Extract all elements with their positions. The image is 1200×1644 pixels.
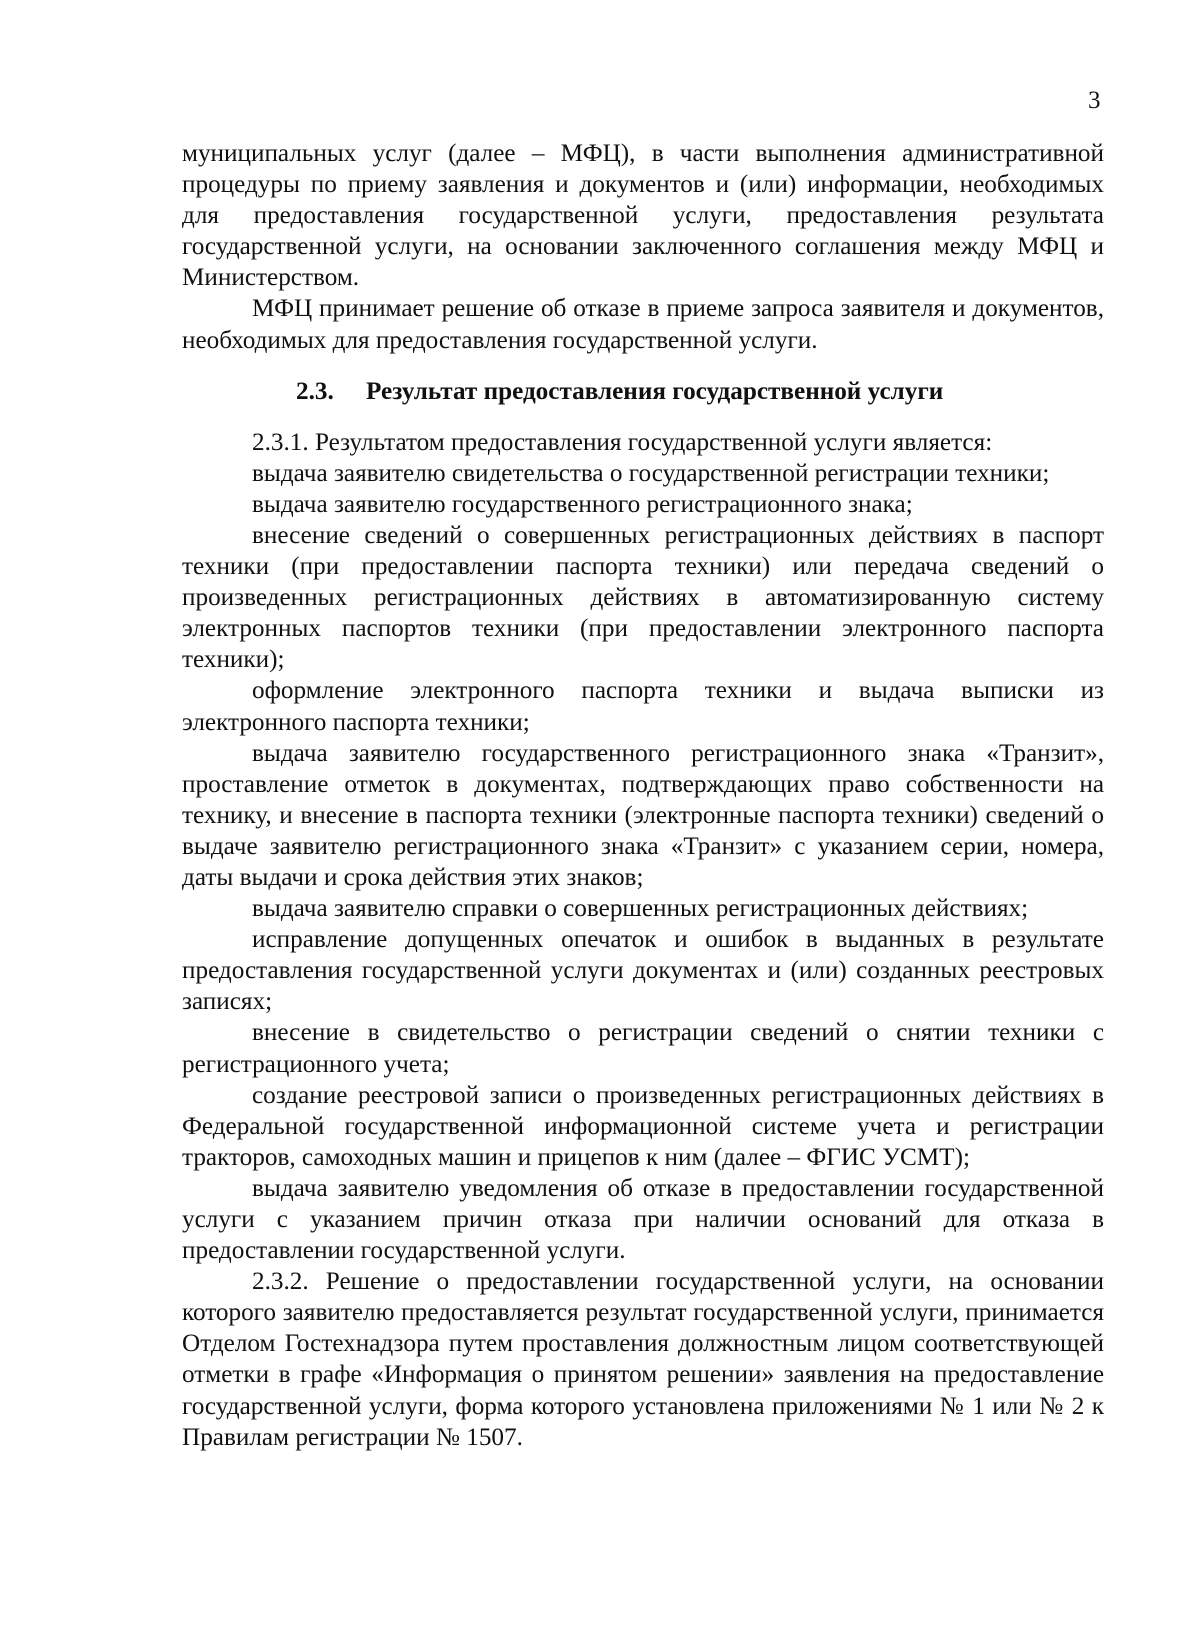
list-item: исправление допущенных опечаток и ошибок в выданных в результате предоставления государственной услуги документах и (или) созданных реестровых записях;	[182, 926, 1104, 1016]
list-item: выдача заявителю уведомления об отказе в предоставлении государственной услуги с указанием причин отказа при наличии оснований для отказа в предоставлении государственной услуги.	[182, 1174, 1104, 1265]
paragraph: МФЦ принимает решение об отказе в приеме запроса заявителя и документов, необходимых для предоставления государственной услуги.	[182, 295, 1104, 354]
list-item: выдача заявителю государственного регистрационного знака «Транзит», проставление отметок в документах, подтверждающих право собственности на технику, и внесение в паспорта техники (электронные паспорта техники) сведений о выдаче заявителю регистрационного знака «Транзит» с указанием серии, номера, даты выдачи и срока действия этих знаков;	[182, 739, 1104, 891]
list-item: оформление электронного паспорта техники и выдача выписки из электронного паспорта техники;	[182, 677, 1104, 736]
list-item: выдача заявителю свидетельства о государственной регистрации техники;	[252, 459, 1050, 487]
paragraph: 2.3.1. Результатом предоставления государственной услуги является:	[252, 428, 993, 456]
list-item: внесение сведений о совершенных регистрационных действиях в паспорт техники (при предоставлении паспорта техники) или передача сведений о произведенных регистрационных действиях в автоматизированную систему электронных паспортов техники (при предоставлении электронного паспорта техники);	[182, 521, 1104, 674]
paragraph: 2.3.2. Решение о предоставлении государственной услуги, на основании которого заявителю предоставляется результат государственной услуги, принимается Отделом Гостехнадзора путем проставления должностным лицом соответствующей отметки в графе «Информация о принятом решении» заявления на предоставление государственной услуги, форма которого установлена приложениями № 1 или № 2 к Правилам регистрации № 1507.	[182, 1268, 1104, 1451]
section-title: Результат предоставления государственной услуги	[366, 377, 944, 405]
section-number: 2.3.	[296, 377, 334, 405]
list-item: создание реестровой записи о произведенных регистрационных действиях в Федеральной государственной информационной системе учета и регистрации тракторов, самоходных машин и прицепов к ним (далее – ФГИС УСМТ);	[182, 1081, 1104, 1171]
section-heading	[182, 376, 1104, 407]
paragraph: муниципальных услуг (далее – МФЦ), в части выполнения административной процедуры по приему заявления и документов и (или) информации, необходимых для предоставления государственной услуги, предоставления результата государственной услуги, на основании заключенного соглашения между МФЦ и Министерством.	[182, 140, 1104, 292]
document-body	[182, 138, 1104, 1453]
list-item: выдача заявителю справки о совершенных регистрационных действиях;	[252, 895, 1029, 923]
list-item: внесение в свидетельство о регистрации сведений о снятии техники с регистрационного учета;	[182, 1019, 1104, 1078]
page-number: 3	[1088, 87, 1101, 114]
list-item: выдача заявителю государственного регистрационного знака;	[252, 490, 913, 518]
